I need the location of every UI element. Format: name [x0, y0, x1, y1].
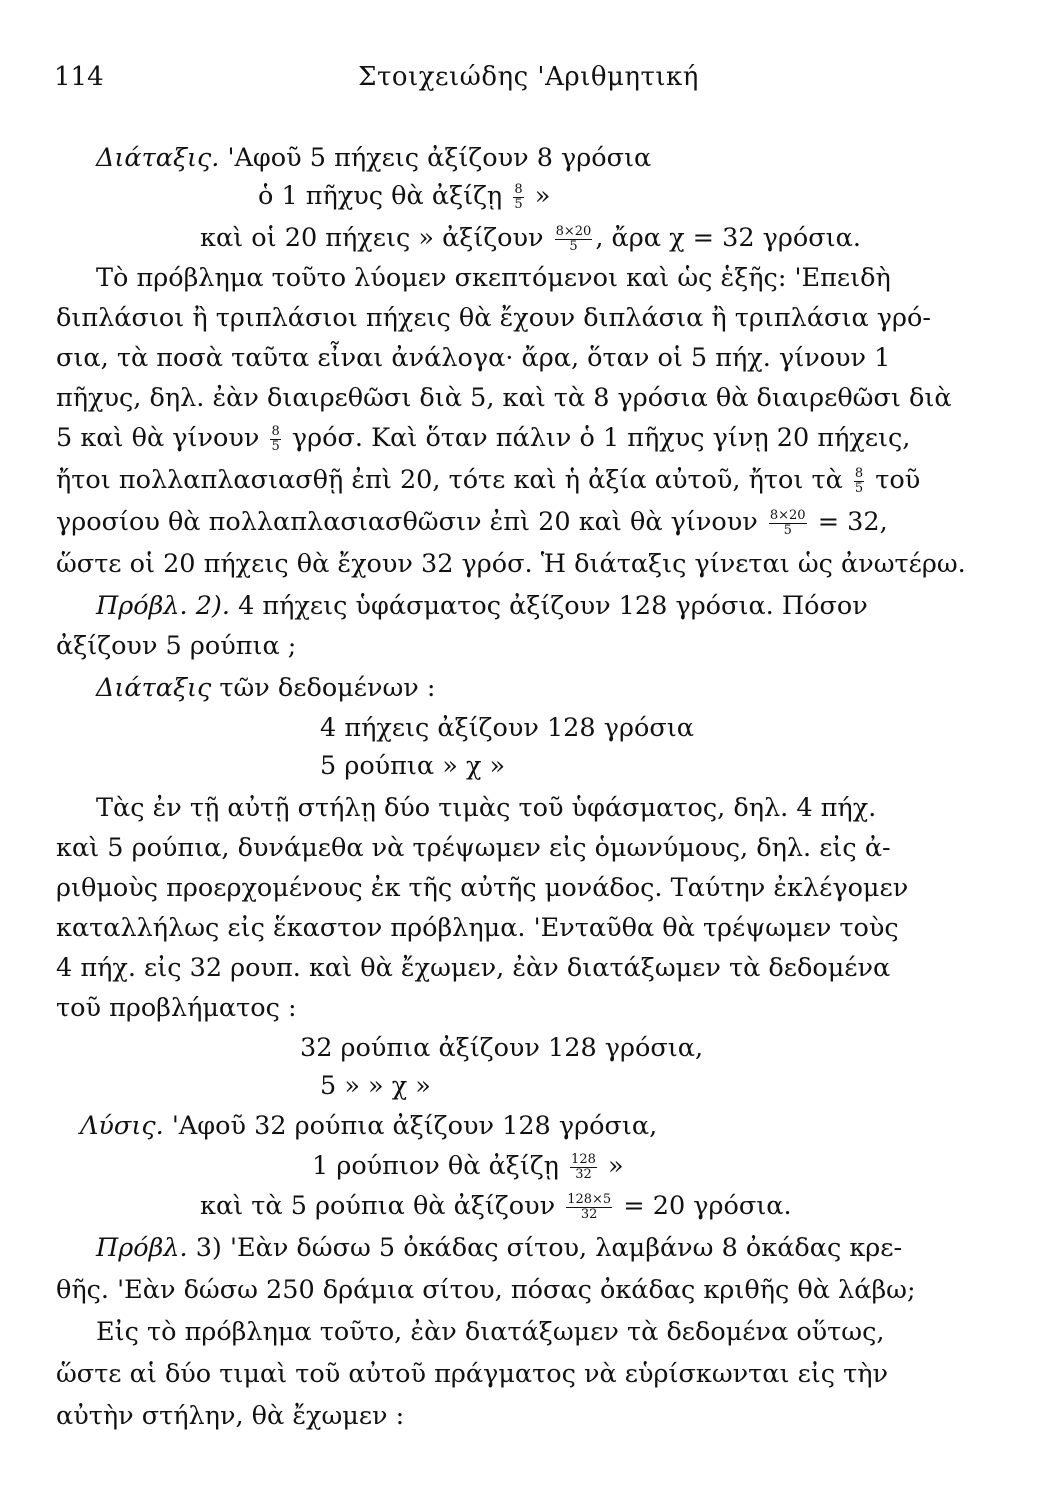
page-header — [54, 62, 1003, 102]
text-line: 5 καὶ θὰ γίνουν $\frac{8}{5}$ γρόσ. Καὶ ὅταν πάλιν ὁ 1 πῆχυς γίνῃ 20 πήχεις, — [56, 423, 911, 454]
text-line: 1 ρούπιον θὰ ἀξίζῃ $\frac{128}{32}$ » — [312, 1151, 624, 1182]
text-line: καὶ οἱ 20 πήχεις » ἀξίζουν $\frac{8\times 20}{5}$ , ἄρα χ = 32 γρόσια. — [200, 223, 861, 254]
problem-label: Πρόβλ. — [96, 1233, 188, 1263]
text-line: καὶ τὰ 5 ρούπια θὰ ἀξίζουν $\frac{128\times 5}{32}$ = 20 γρόσια. — [200, 1191, 792, 1222]
text-line: ὁ 1 πῆχυς θὰ ἀξίζῃ $\frac{8}{5}$ » — [258, 181, 551, 212]
text-line: 4 πήχ. εἰς 32 ρουπ. καὶ θὰ ἔχωμεν, ἐὰν διατάξωμεν τὰ δεδομένα — [56, 953, 891, 983]
text-line: γροσίου θὰ πολλαπλασιασθῶσιν ἐπὶ 20 καὶ θὰ γίνουν $\frac{8\times 20}{5}$ = 32, — [56, 507, 888, 538]
text-line: Πρόβλ. 3) 'Εὰν δώσω 5 ὀκάδας σίτου, λαμβάνω 8 ὀκάδας κρε- — [96, 1233, 903, 1263]
text-line: Διάταξις τῶν δεδομένων : — [96, 673, 436, 703]
text-line: πῆχυς, δηλ. ἐὰν διαιρεθῶσι διὰ 5, καὶ τὰ 8 γρόσια θὰ διαιρεθῶσι διὰ — [56, 383, 952, 413]
fraction: $\frac{8\times 20}{5}$ — [769, 507, 806, 538]
text-line: καὶ 5 ρούπια, δυνάμεθα νὰ τρέψωμεν εἰς ὁμωνύμους, δηλ. εἰς ἀ- — [56, 833, 891, 863]
fraction: $\frac{8}{5}$ — [271, 423, 280, 454]
page-number: 114 — [54, 62, 104, 92]
table-line: 32 ρούπια ἀξίζουν 128 γρόσια, — [300, 1033, 704, 1063]
text-line: Τὸ πρόβλημα τοῦτο λύομεν σκεπτόμενοι καὶ ὡς ἑξῆς: 'Επειδὴ — [96, 263, 891, 293]
table-line: 5 ρούπια » χ » — [320, 751, 506, 781]
text-line: ὥστε αἱ δύο τιμαὶ τοῦ αὐτοῦ πράγματος νὰ εὑρίσκωνται εἰς τὴν — [56, 1359, 889, 1389]
text-line: ἤτοι πολλαπλασιασθῇ ἐπὶ 20, τότε καὶ ἡ ἀξία αὐτοῦ, ἤτοι τὰ $\frac{8}{5}$ τοῦ — [56, 465, 921, 496]
text-line: σια, τὰ ποσὰ ταῦτα εἶναι ἀνάλογα· ἄρα, ὅταν οἱ 5 πήχ. γίνουν 1 — [56, 343, 891, 373]
section-label: Διάταξις — [96, 673, 212, 703]
text-line: Πρόβλ. 2). 4 πήχεις ὑφάσματος ἀξίζουν 128 γρόσια. Πόσον — [96, 591, 868, 621]
text-line: διπλάσιοι ἢ τριπλάσιοι πήχεις θὰ ἔχουν διπλάσια ἢ τριπλάσια γρό- — [56, 303, 931, 333]
text-line: Εἰς τὸ πρόβλημα τοῦτο, ἐὰν διατάξωμεν τὰ δεδομένα οὕτως, — [96, 1317, 885, 1347]
fraction: $\frac{8}{5}$ — [854, 465, 864, 496]
running-title: Στοιχειώδης 'Αριθμητική — [358, 62, 699, 92]
fraction: $\frac{8\times 20}{5}$ — [555, 223, 592, 254]
table-line: 5 » » χ » — [320, 1071, 431, 1101]
text-line: Τὰς ἐν τῇ αὐτῇ στήλῃ δύο τιμὰς τοῦ ὑφάσματος, δηλ. 4 πήχ. — [96, 793, 877, 823]
section-label: Διάταξις. — [96, 143, 220, 173]
text-line: ἀξίζουν 5 ρούπια ; — [56, 631, 297, 661]
text-line: θῆς. 'Εὰν δώσω 250 δράμια σίτου, πόσας ὀκάδας κριθῆς θὰ λάβω; — [56, 1275, 916, 1305]
problem-label: Πρόβλ. 2). — [96, 591, 230, 621]
text-line: ριθμοὺς προερχομένους ἐκ τῆς αὐτῆς μονάδος. Ταύτην ἐκλέγομεν — [56, 873, 909, 903]
text-line: Λύσις. 'Αφοῦ 32 ρούπια ἀξίζουν 128 γρόσια, — [80, 1111, 658, 1141]
text-line: Διάταξις. 'Αφοῦ 5 πήχεις ἀξίζουν 8 γρόσια — [96, 143, 652, 173]
text-line: αὐτὴν στήλην, θὰ ἔχωμεν : — [56, 1401, 405, 1431]
fraction: $\frac{8}{5}$ — [514, 181, 523, 212]
section-label: Λύσις. — [80, 1111, 164, 1141]
text-line: τοῦ προβλήματος : — [56, 993, 297, 1023]
text-line: καταλλήλως εἰς ἕκαστον πρόβλημα. 'Ενταῦθα θὰ τρέψωμεν τοὺς — [56, 913, 899, 943]
fraction: $\frac{128\times 5}{32}$ — [567, 1191, 612, 1222]
table-line: 4 πήχεις ἀξίζουν 128 γρόσια — [320, 713, 694, 743]
fraction: $\frac{128}{32}$ — [571, 1151, 596, 1182]
text-line: ὥστε οἱ 20 πήχεις θὰ ἔχουν 32 γρόσ. Ἡ διάταξις γίνεται ὡς ἀνωτέρω. — [56, 549, 966, 579]
